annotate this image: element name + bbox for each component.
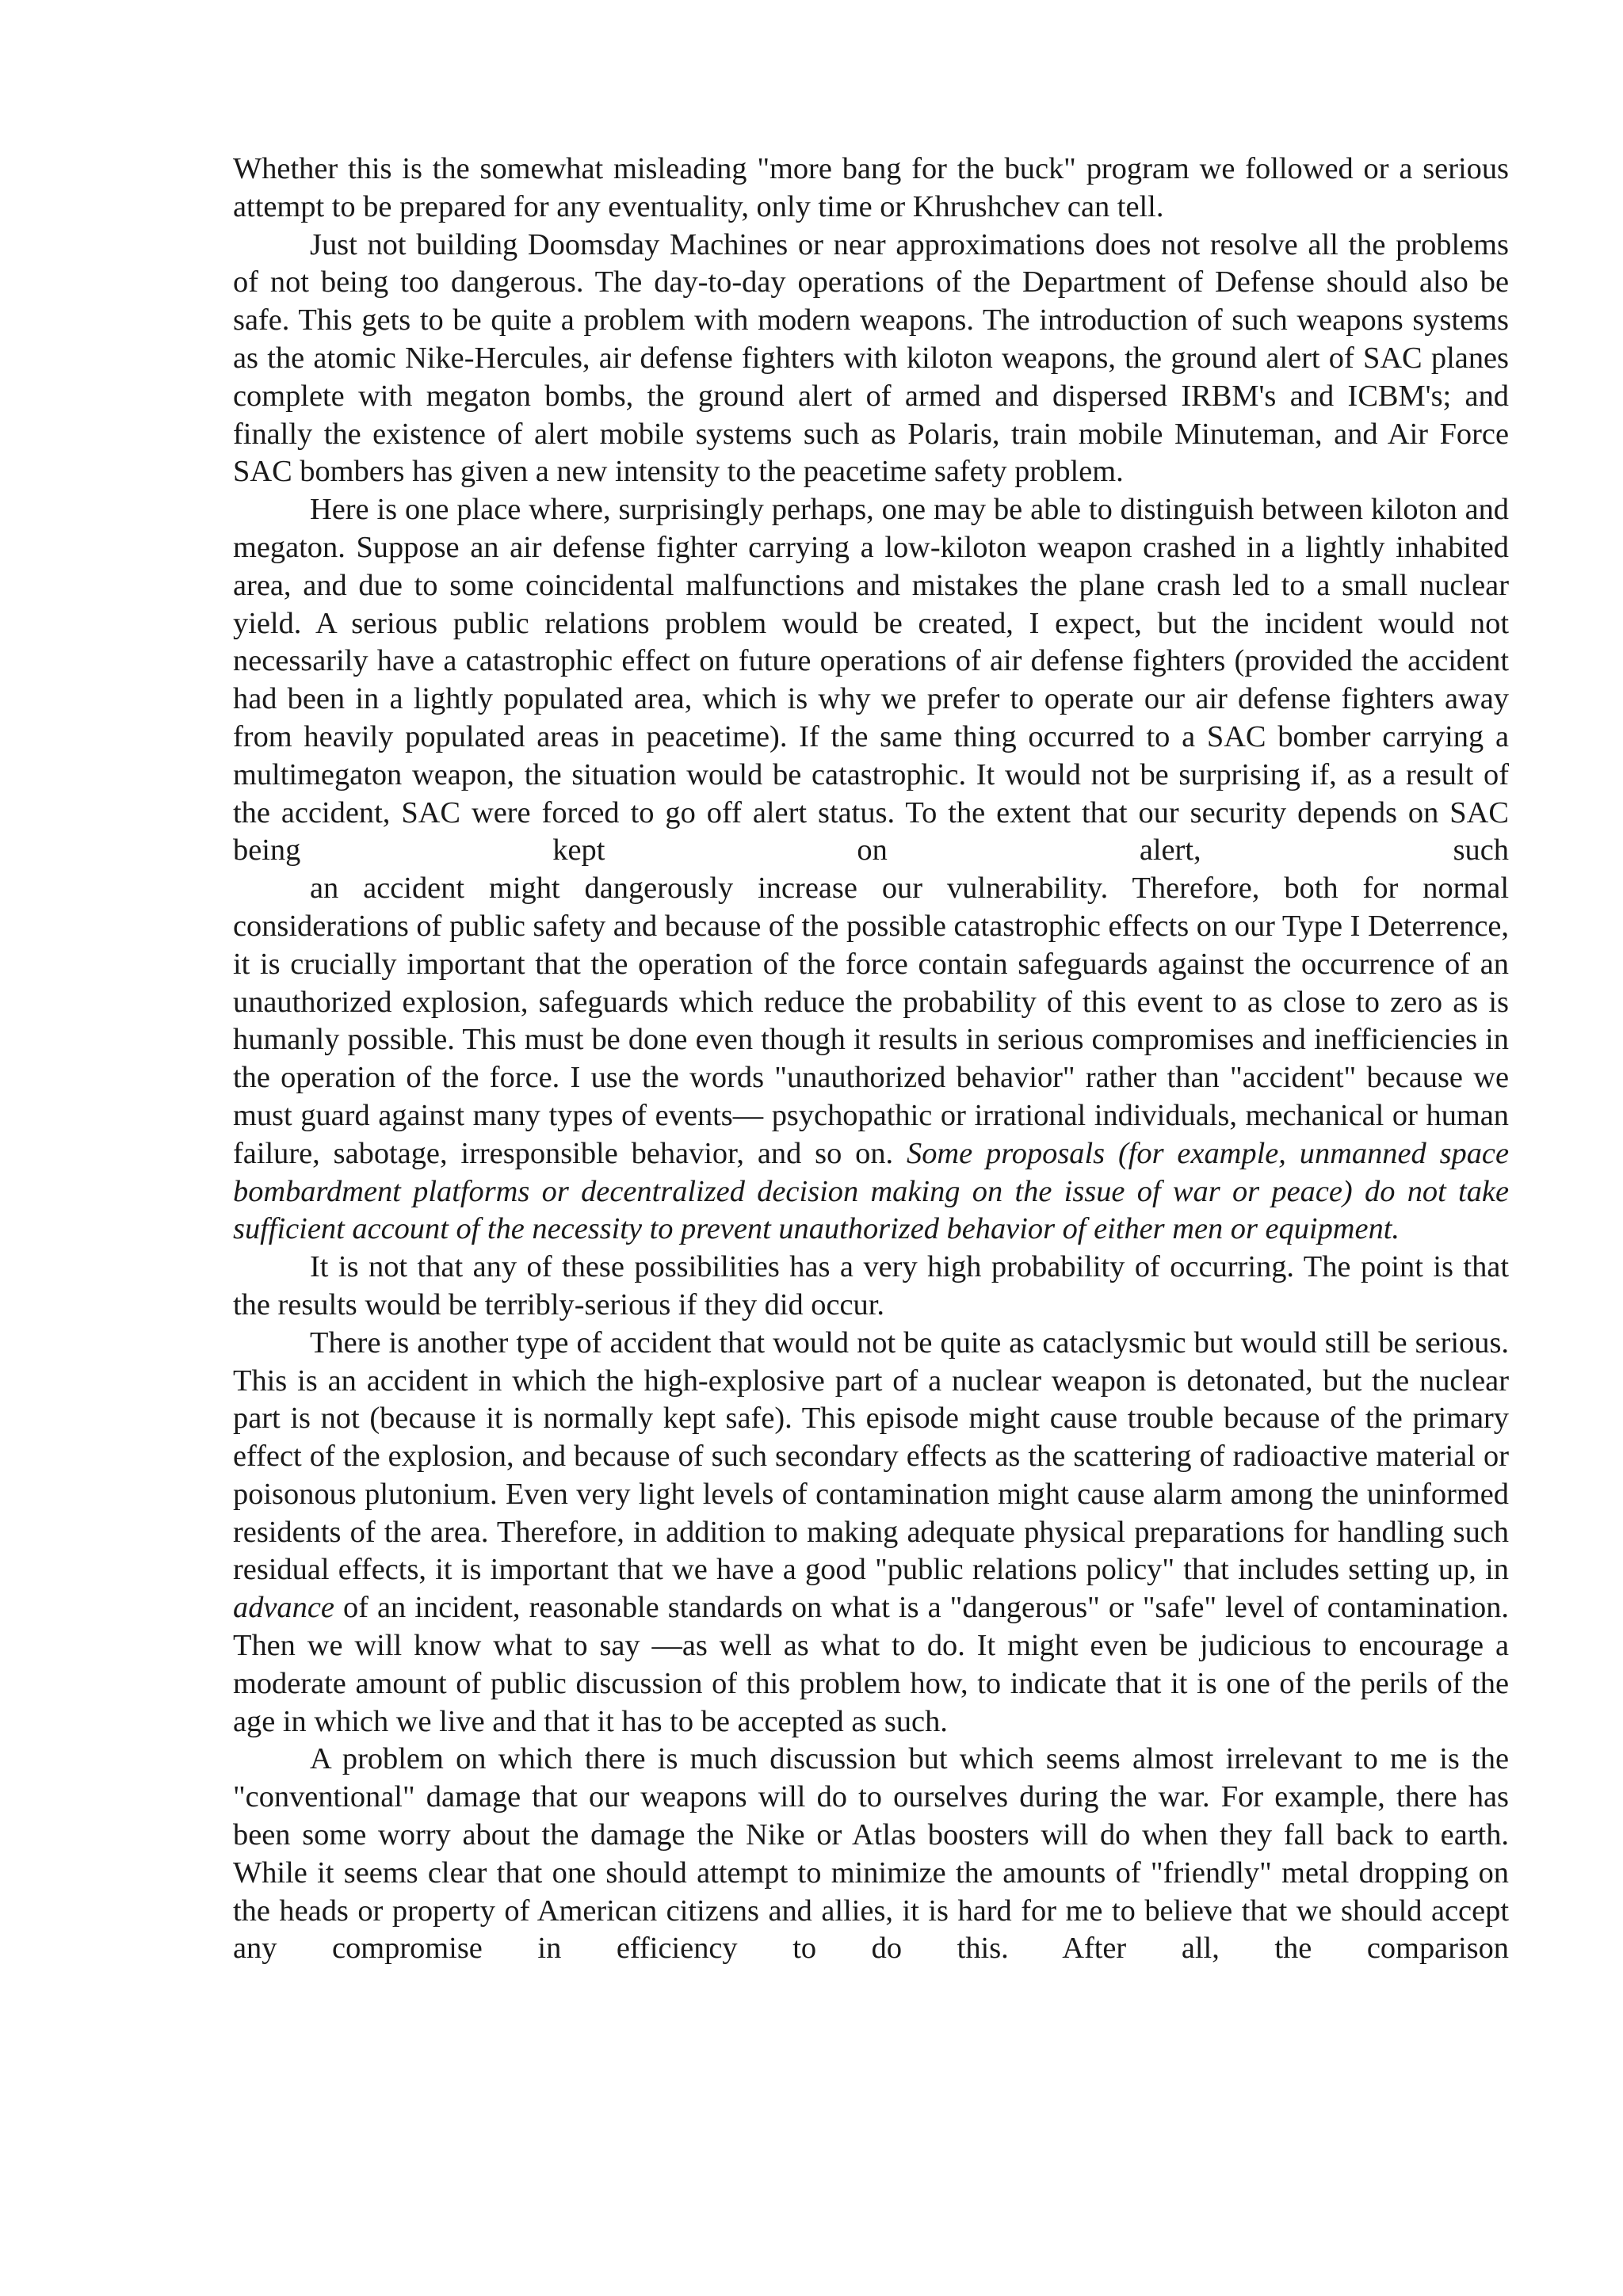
paragraph-text: Just not building Doomsday Machines or near approximations does not resolve all the problems of not being too dangerous. The day-to-day operations of the Department of Defense should also be safe. This gets to be quite a problem with modern weapons. The introduction of such weapons systems as the atomic Nike-Hercules, air defense fighters with kiloton weapons, the ground alert of SAC planes complete with megaton bombs, the ground alert of armed and dispersed IRBM's and ICBM's; and finally the existence of alert mobile systems such as Polaris, train mobile Minuteman, and Air Force SAC bombers has given a new intensity to the peacetime safety problem. (233, 227, 1509, 489)
paragraph (233, 227, 1509, 492)
paragraph-italic-text: advance (233, 1591, 334, 1625)
paragraph (233, 491, 1509, 870)
paragraph (233, 1741, 1509, 1968)
paragraph-italic-text: Some proposals (for example, unmanned space bombardment platforms or decentralized decision making on the issue of war or peace) do not take sufficient account of the necessity to prevent unauthorized behavior of either men or equipment. (233, 1136, 1509, 1246)
paragraph (233, 151, 1509, 227)
paragraph-text: Whether this is the somewhat misleading "more bang for the buck" program we followed or a serious attempt to be prepared for any eventuality, only time or Khrushchev can tell. (233, 152, 1509, 223)
paragraph-text: Here is one place where, surprisingly perhaps, one may be able to distinguish between kiloton and megaton. Suppose an air defense fighter carrying a low-kiloton weapon crashed in a lightly inhabited area, and due to some coincidental malfunctions and mistakes the plane crash led to a small nuclear yield. A serious public relations problem would be created, I expect, but the incident would not necessarily have a catastrophic effect on future operations of air defense fighters (provided the accident had been in a lightly populated area, which is why we prefer to operate our air defense fighters away from heavily populated areas in peacetime). If the same thing occurred to a SAC bomber carrying a multimegaton weapon, the situation would be catastrophic. It would not be surprising if, as a result of the accident, SAC were forced to go off alert status. To the extent that our security depends on SAC being kept on alert, such (233, 493, 1509, 868)
document-page (233, 151, 1509, 1968)
paragraph-text: A problem on which there is much discussion but which seems almost irrelevant to me is the "conventional" damage that our weapons will do to ourselves during the war. For example, there has been some worry about the damage the Nike or Atlas boosters will do when they fall back to earth. While it seems clear that one should attempt to minimize the amounts of "friendly" metal dropping on the heads or property of American citizens and allies, it is hard for me to believe that we should accept any compromise in efficiency to do this. After all, the comparison (233, 1742, 1509, 1966)
paragraph-text: There is another type of accident that would not be quite as cataclysmic but would still be serious. This is an accident in which the high-explosive part of a nuclear weapon is detonated, but the nuclear part is not (because it is normally kept safe). This episode might cause trouble because of the primary effect of the explosion, and because of such secondary effects as the scattering of radioactive material or poisonous plutonium. Even very light levels of contamination might cause alarm among the uninformed residents of the area. Therefore, in addition to making adequate physical preparations for handling such residual effects, it is important that we have a good "public relations policy" that includes setting up, in (233, 1325, 1509, 1587)
paragraph (233, 870, 1509, 1249)
paragraph-text: It is not that any of these possibilities has a very high probability of occurring. The point is that the results would be terribly-serious if they did occur. (233, 1250, 1509, 1322)
paragraph-text: of an incident, reasonable standards on what is a "dangerous" or "safe" level of contamination. Then we will know what to say —as well as what to do. It might even be judicious to encourage a moderate amount of public discussion of this problem how, to indicate that it is one of the perils of the age in which we live and that it has to be accepted as such. (233, 1591, 1509, 1738)
paragraph (233, 1325, 1509, 1741)
paragraph-text: an accident might dangerously increase our vulnerability. Therefore, both for normal considerations of public safety and because of the possible catastrophic effects on our Type I Deterrence, it is crucially important that the operation of the force contain safeguards against the occurrence of an unauthorized explosion, safeguards which reduce the probability of this event to as close to zero as is humanly possible. This must be done even though it results in serious compromises and inefficiencies in the operation of the force. I use the words "unauthorized behavior" rather than "accident" because we must guard against many types of events— psychopathic or irrational individuals, mechanical or human failure, sabotage, irresponsible behavior, and so on. (233, 871, 1509, 1170)
paragraph (233, 1249, 1509, 1325)
